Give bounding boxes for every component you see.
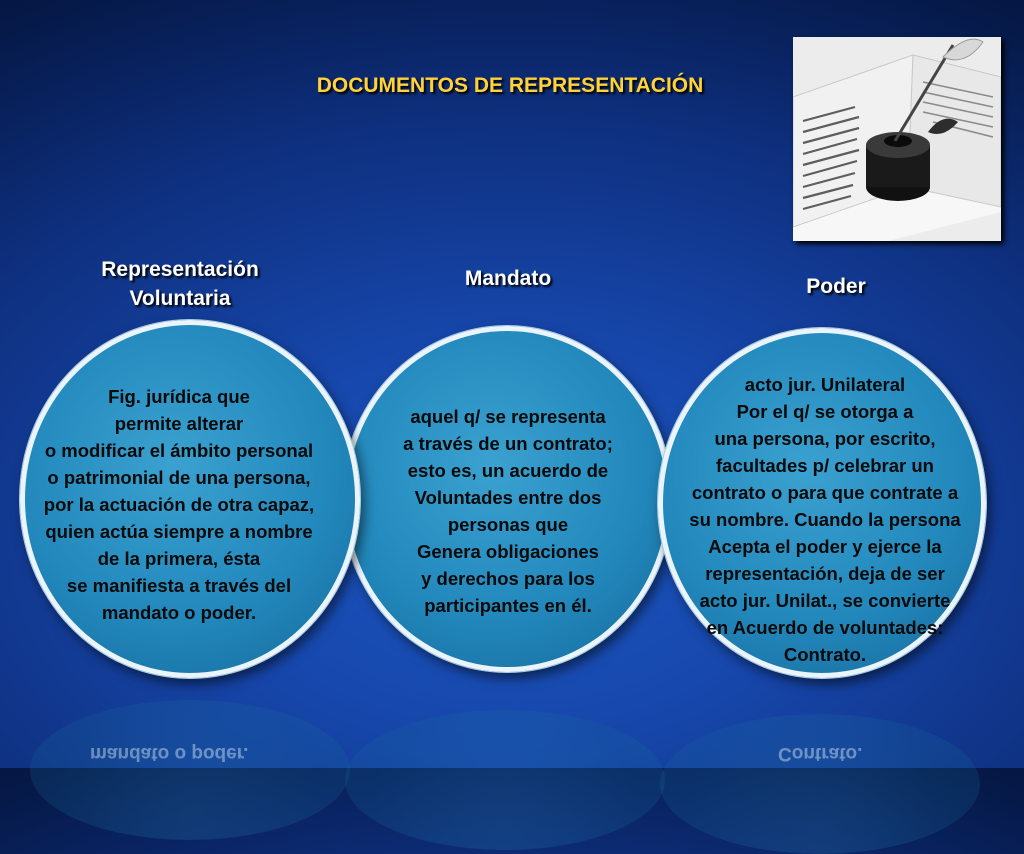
reflection-text-left: mandato o poder. <box>90 743 249 764</box>
reflection-text-right: Contrato. <box>778 743 863 764</box>
heading-representacion-voluntaria: Representación Voluntaria <box>101 258 259 310</box>
reflection-left <box>30 700 350 840</box>
text-representacion: Fig. jurídica que permite alterar o modificar el ámbito personal o patrimonial de una persona, por la actuación de otra capaz, quien actúa siempre a nombre de la primera, ésta se manifiesta a través del mandato o poder. <box>43 386 315 623</box>
reflection-right <box>660 714 980 854</box>
book-quill-photo <box>793 37 1001 241</box>
slide-title: DOCUMENTOS DE REPRESENTACIÓN <box>316 74 704 97</box>
reflection-center <box>345 710 665 850</box>
text-mandato: aquel q/ se representa a través de un contrato; esto es, un acuerdo de Voluntades entre dos personas que Genera obligaciones y derechos para los participantes en él. <box>403 406 613 616</box>
heading-poder: Poder <box>806 275 866 298</box>
text-poder: acto jur. Unilateral Por el q/ se otorga a una persona, por escrito, facultades p/ celebrar un contrato o para que contrate a su nombre. Cuando la persona Acepta el poder y ejerce la representación, deja de ser acto jur. Unilat., se convierte en Acuerdo de voluntades: Contrato. <box>689 374 961 665</box>
heading-mandato: Mandato <box>464 267 552 290</box>
